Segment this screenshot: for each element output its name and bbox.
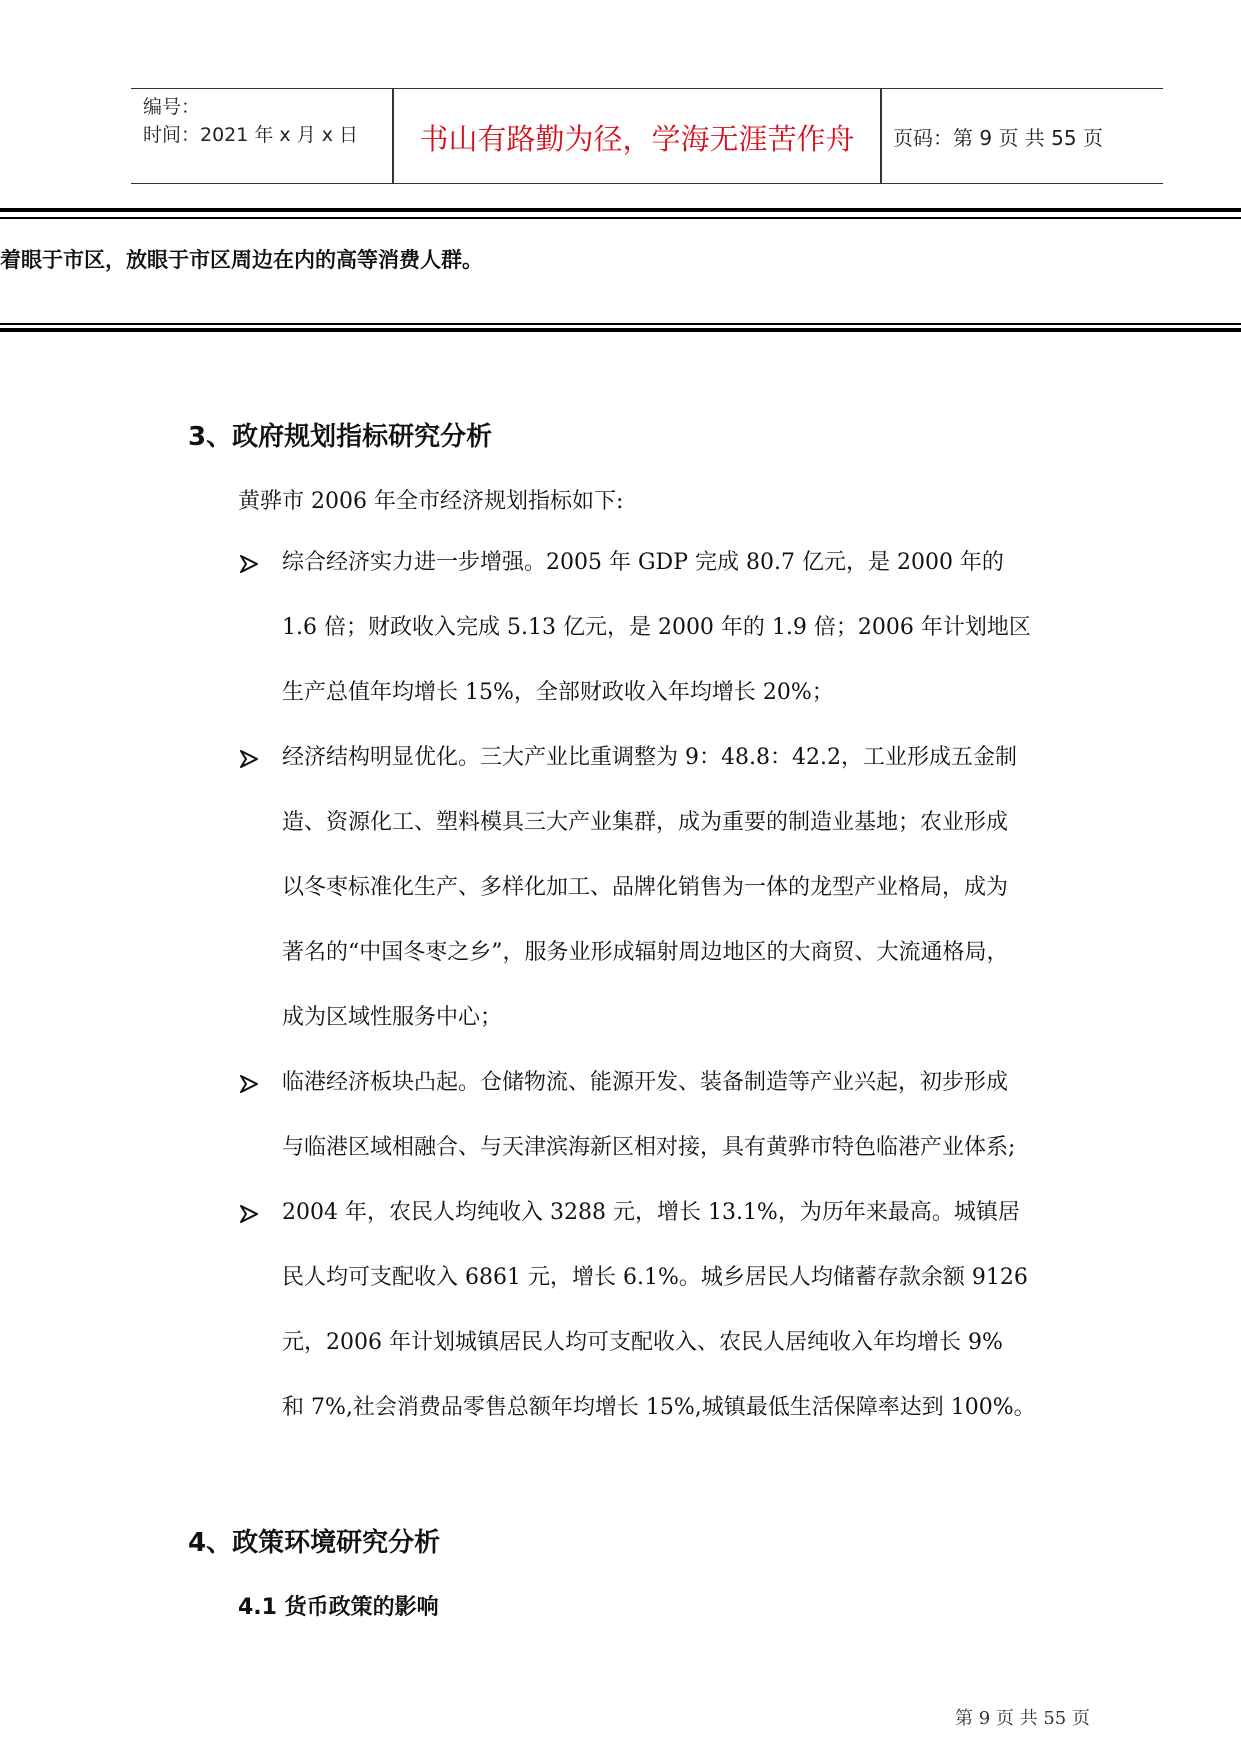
bullet-4-line-3: 元，2006 年计划城镇居民人均可支配收入、农民人居纯收入年均增长 9% xyxy=(282,1330,1003,1355)
arrow-bullet-icon xyxy=(238,1073,260,1095)
header-divider xyxy=(880,89,882,183)
header-motto: 书山有路勤为径，学海无涯苦作舟 xyxy=(419,122,855,156)
page-footer: 第 9 页 共 55 页 xyxy=(955,1708,1090,1729)
bullet-1-line-2: 1.6 倍；财政收入完成 5.13 亿元，是 2000 年的 1.9 倍；2006 年计划地区 xyxy=(282,615,1031,640)
arrow-bullet-icon xyxy=(238,748,260,770)
band-rule-top-thin xyxy=(0,217,1241,219)
bullet-2-line-1: 经济结构明显优化。三大产业比重调整为 9：48.8：42.2，工业形成五金制 xyxy=(282,745,1017,770)
bullet-4-line-2: 民人均可支配收入 6861 元，增长 6.1%。城乡居民人均储蓄存款余额 9126 xyxy=(282,1265,1028,1290)
bullet-2-line-5: 成为区域性服务中心； xyxy=(282,1005,503,1030)
bullet-2-line-2: 造、资源化工、塑料模具三大产业集群，成为重要的制造业基地；农业形成 xyxy=(282,810,1009,835)
arrow-bullet-icon xyxy=(238,1203,260,1225)
bullet-3-line-2: 与临港区域相融合、与天津滨海新区相对接，具有黄骅市特色临港产业体系; xyxy=(282,1135,1016,1160)
header-time-label: 时间：2021 年 x 月 x 日 xyxy=(143,124,359,146)
section-4-heading: 4、政策环境研究分析 xyxy=(188,1528,441,1558)
band-rule-bottom-thin xyxy=(0,323,1241,325)
carry-over-text: 着眼于市区，放眼于市区周边在内的高等消费人群。 xyxy=(0,248,483,272)
arrow-bullet-icon xyxy=(238,553,260,575)
section-3-intro: 黄骅市 2006 年全市经济规划指标如下: xyxy=(238,489,624,514)
bullet-4-line-1: 2004 年，农民人均纯收入 3288 元，增长 13.1%，为历年来最高。城镇居 xyxy=(282,1200,1020,1225)
header-meta xyxy=(143,93,358,149)
section-3-heading: 3、政府规划指标研究分析 xyxy=(188,422,493,452)
page-header xyxy=(131,88,1163,184)
band-rule-bottom-thick xyxy=(0,328,1241,332)
header-number-label: 编号： xyxy=(143,96,201,118)
bullet-1-line-1: 综合经济实力进一步增强。2005 年 GDP 完成 80.7 亿元，是 2000 年的 xyxy=(282,550,1004,575)
bullet-4-line-4: 和 7%,社会消费品零售总额年均增长 15%,城镇最低生活保障率达到 100%。 xyxy=(282,1395,1036,1420)
section-4-1-heading: 4.1 货币政策的影响 xyxy=(238,1595,439,1620)
bullet-2-line-4: 著名的“中国冬枣之乡”，服务业形成辐射周边地区的大商贸、大流通格局， xyxy=(282,940,1009,965)
header-page-info: 页码：第 9 页 共 55 页 xyxy=(893,126,1103,150)
bullet-3-line-1: 临港经济板块凸起。仓储物流、能源开发、装备制造等产业兴起，初步形成 xyxy=(282,1070,1009,1095)
bullet-2-line-3: 以冬枣标准化生产、多样化加工、品牌化销售为一体的龙型产业格局，成为 xyxy=(282,875,1009,900)
bullet-1-line-3: 生产总值年均增长 15%，全部财政收入年均增长 20%； xyxy=(282,680,834,705)
band-rule-top-thick xyxy=(0,208,1241,212)
